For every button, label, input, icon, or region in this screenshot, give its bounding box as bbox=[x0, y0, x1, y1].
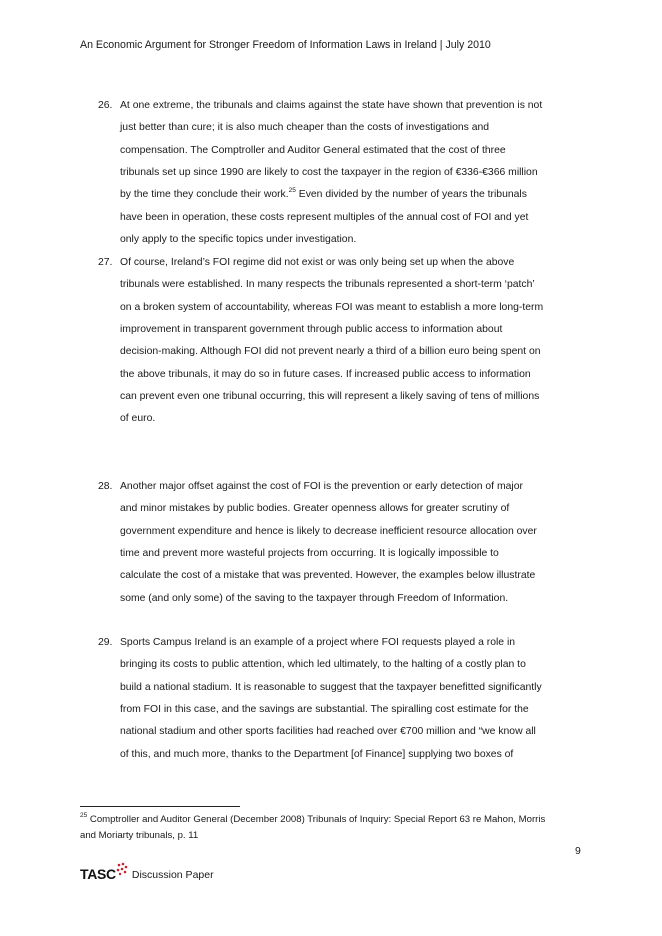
footnote-line bbox=[80, 812, 545, 828]
text-line: government expenditure and hence is likely to decrease inefficient resource allocation over bbox=[120, 525, 537, 537]
text-line: build a national stadium. It is reasonable to suggest that the taxpayer benefitted significantly bbox=[120, 681, 542, 693]
paragraph-number: 27. bbox=[98, 257, 113, 268]
text-line: on a broken system of accountability, whereas FOI was meant to establish a more long-term bbox=[120, 301, 544, 313]
text-line: national stadium and other sports facilities had reached over €700 million and “we know all bbox=[120, 726, 536, 738]
text-line: of this, and much more, thanks to the Department [of Finance] supplying two boxes of bbox=[120, 748, 514, 760]
text-line: and minor mistakes by public bodies. Greater openness allows for greater scrutiny of bbox=[120, 503, 510, 515]
text-line: improvement in transparent government through public access to information about bbox=[120, 324, 503, 336]
text-segment: Even divided by the number of years the tribunals bbox=[295, 189, 527, 201]
footnote-line: and Moriarty tribunals, p. 11 bbox=[80, 830, 199, 841]
text-line: tribunals were established. In many respects the tribunals represented a short-term ‘patch’ bbox=[120, 279, 535, 291]
text-line: some (and only some) of the saving to the taxpayer through Freedom of Information. bbox=[120, 592, 509, 604]
text-line: At one extreme, the tribunals and claims against the state have shown that prevention is not bbox=[120, 100, 543, 111]
text-line: have been in operation, these costs represent multiples of the annual cost of FOI and yet bbox=[120, 211, 529, 223]
paragraph-number: 26. bbox=[98, 100, 113, 111]
logo-text: TASC bbox=[80, 866, 116, 882]
tasc-logo bbox=[80, 862, 214, 882]
text-line: calculate the cost of a mistake that was prevented. However, the examples below illustrate bbox=[120, 570, 536, 582]
text-segment: by the time they conclude their work. bbox=[120, 189, 289, 201]
text-line: the above tribunals, it may do so in future cases. If increased public access to information bbox=[120, 368, 531, 380]
paragraph-number: 29. bbox=[98, 637, 113, 648]
running-header: An Economic Argument for Stronger Freedom of Information Laws in Ireland | July 2010 bbox=[80, 39, 491, 51]
footnote-text: Comptroller and Auditor General (December 2008) Tribunals of Inquiry: Special Report 63 re Mahon, Morris bbox=[87, 814, 546, 825]
people-cluster-icon bbox=[115, 862, 129, 876]
text-line: from FOI in this case, and the savings are substantial. The spiralling cost estimate for the bbox=[120, 704, 529, 716]
text-line: Another major offset against the cost of FOI is the prevention or early detection of major bbox=[120, 481, 523, 492]
footnote-number: 25 bbox=[80, 812, 88, 819]
paragraph-number: 28. bbox=[98, 481, 113, 492]
text-line bbox=[120, 189, 542, 211]
text-line: only apply to the specific topics under investigation. bbox=[120, 234, 357, 246]
footer-label: Discussion Paper bbox=[131, 869, 214, 881]
text-line: can prevent even one tribunal occurring, this will represent a likely saving of tens of millions bbox=[120, 391, 540, 403]
text-line: Sports Campus Ireland is an example of a project where FOI requests played a role in bbox=[120, 637, 516, 648]
text-line: compensation. The Comptroller and Auditor General estimated that the cost of three bbox=[120, 144, 506, 156]
text-line: time and prevent more wasteful projects from occurring. It is logically impossible to bbox=[120, 548, 499, 560]
footnote bbox=[80, 812, 545, 844]
text-line: decision-making. Although FOI did not prevent nearly a third of a billion euro being spent on bbox=[120, 346, 541, 358]
text-line: of euro. bbox=[120, 413, 156, 425]
text-line: tribunals set up since 1990 are likely to cost the taxpayer in the region of €336-€366 million bbox=[120, 167, 538, 179]
text-line: bringing its costs to public attention, which led ultimately, to the halting of a costly plan to bbox=[120, 659, 526, 671]
footnote-separator bbox=[80, 806, 240, 807]
text-line: Of course, Ireland’s FOI regime did not exist or was only being set up when the above bbox=[120, 257, 515, 268]
text-line: just better than cure; it is also much cheaper than the costs of investigations and bbox=[120, 122, 490, 134]
page-number: 9 bbox=[575, 845, 581, 857]
footnote-reference[interactable]: 25 bbox=[288, 187, 296, 195]
